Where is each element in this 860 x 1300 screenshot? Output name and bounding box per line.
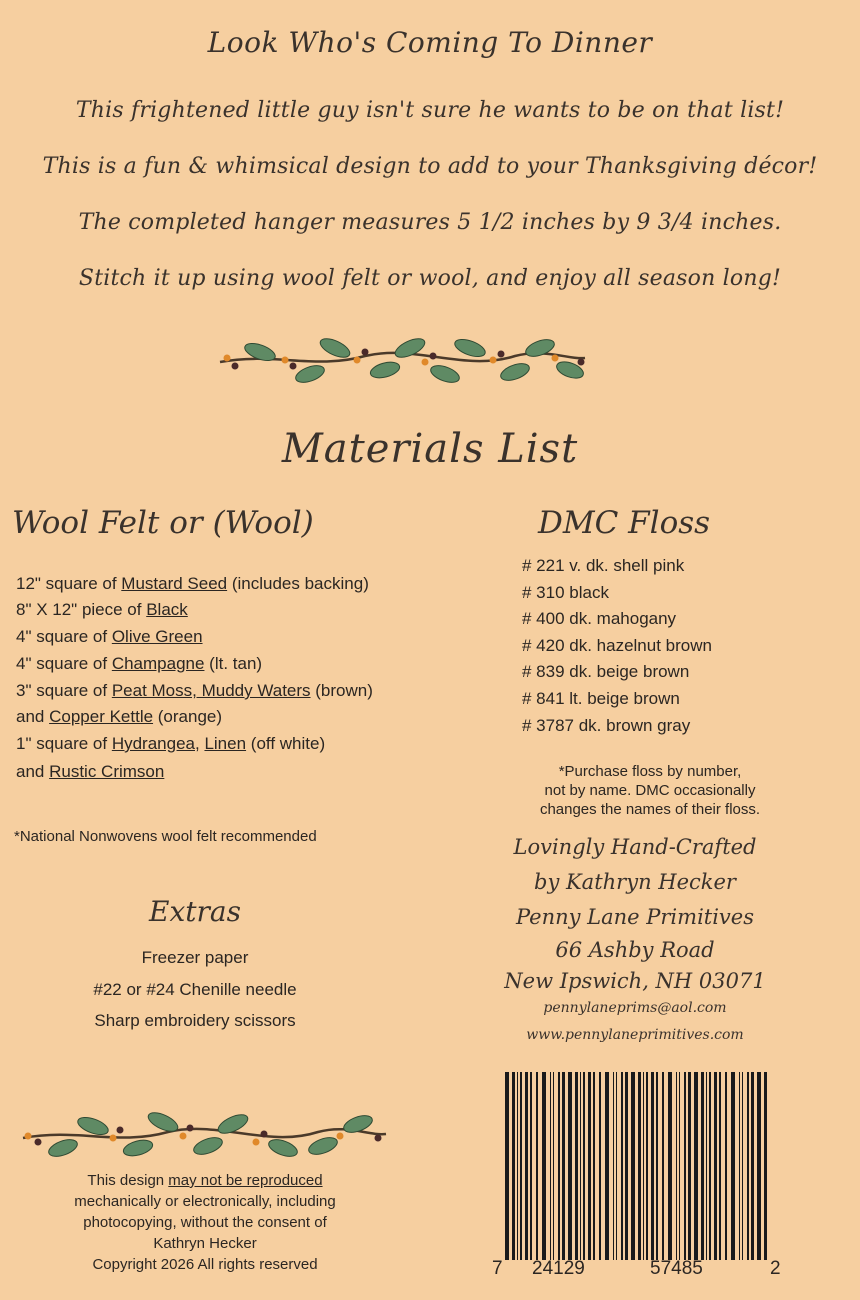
barcode-bar — [742, 1072, 743, 1260]
dmc-floss-heading: DMC Floss — [538, 505, 711, 541]
vine-garland-icon — [18, 1108, 390, 1164]
barcode-digit-first: 7 — [492, 1258, 503, 1279]
barcode-bar — [605, 1072, 609, 1260]
barcode-bar — [580, 1072, 581, 1260]
extras-item: Sharp embroidery scissors — [94, 1011, 296, 1030]
barcode-bar — [638, 1072, 641, 1260]
floss-item: # 3787 dk. brown gray — [522, 716, 691, 735]
wool-item: 4" square of Olive Green — [16, 627, 203, 646]
barcode-bar — [599, 1072, 601, 1260]
barcode-bar — [583, 1072, 585, 1260]
barcode-bar — [553, 1072, 554, 1260]
barcode-bar — [688, 1072, 691, 1260]
intro-line-1: This frightened little guy isn't sure he wants to be on that list! — [75, 98, 785, 123]
barcode — [505, 1072, 767, 1260]
vine-garland-icon — [215, 330, 590, 390]
page-title: Look Who's Coming To Dinner — [207, 26, 653, 59]
barcode-bar — [550, 1072, 551, 1260]
barcode-bar — [706, 1072, 707, 1260]
materials-list-heading: Materials List — [281, 426, 579, 472]
barcode-bar — [719, 1072, 721, 1260]
barcode-bar — [764, 1072, 767, 1260]
barcode-bar — [631, 1072, 635, 1260]
barcode-bar — [625, 1072, 628, 1260]
barcode-bar — [757, 1072, 761, 1260]
barcode-bar — [709, 1072, 711, 1260]
wool-item: 3" square of Peat Moss, Muddy Waters (brown) — [16, 681, 373, 700]
barcode-bar — [676, 1072, 677, 1260]
intro-line-2: This is a fun & whimsical design to add to your Thanksgiving décor! — [42, 154, 818, 179]
barcode-bar — [714, 1072, 717, 1260]
extras-item: Freezer paper — [141, 948, 249, 967]
barcode-bar — [662, 1072, 664, 1260]
barcode-bar — [751, 1072, 754, 1260]
floss-purchase-note: *Purchase floss by number, not by name. DMC occasionally changes the names of their floss. — [539, 763, 761, 818]
barcode-bar — [621, 1072, 623, 1260]
floss-item: # 420 dk. hazelnut brown — [522, 636, 712, 655]
email-address: pennylaneprims@aol.com — [543, 1000, 727, 1016]
wool-item: 12" square of Mustard Seed (includes backing) — [16, 574, 369, 593]
barcode-bar — [593, 1072, 595, 1260]
barcode-bar — [651, 1072, 654, 1260]
designer-name: by Kathryn Hecker — [534, 870, 736, 894]
wool-item: and Rustic Crimson — [16, 762, 165, 781]
street-address: 66 Ashby Road — [555, 938, 715, 962]
barcode-bar — [525, 1072, 528, 1260]
barcode-bar — [613, 1072, 614, 1260]
wool-item: 8" X 12" piece of Black — [16, 600, 188, 619]
city-address: New Ipswich, NH 03071 — [504, 969, 766, 993]
barcode-bar — [568, 1072, 572, 1260]
barcode-bar — [536, 1072, 538, 1260]
barcode-digit-last: 2 — [770, 1258, 781, 1279]
barcode-bar — [505, 1072, 509, 1260]
floss-item: # 839 dk. beige brown — [522, 662, 690, 681]
barcode-bar — [520, 1072, 522, 1260]
barcode-bar — [575, 1072, 578, 1260]
barcode-bar — [646, 1072, 648, 1260]
barcode-bar — [530, 1072, 532, 1260]
wool-item: 4" square of Champagne (lt. tan) — [16, 654, 263, 673]
barcode-bar — [656, 1072, 658, 1260]
barcode-bar — [668, 1072, 672, 1260]
credit-line: Lovingly Hand-Crafted — [513, 835, 757, 859]
floss-item: # 400 dk. mahogany — [522, 609, 677, 628]
barcode-bar — [701, 1072, 704, 1260]
barcode-bar — [616, 1072, 617, 1260]
barcode-bar — [512, 1072, 515, 1260]
wool-item: 1" square of Hydrangea, Linen (off white) — [16, 734, 326, 753]
barcode-bar — [562, 1072, 565, 1260]
intro-line-3: The completed hanger measures 5 1/2 inches by 9 3/4 inches. — [78, 210, 782, 235]
wool-item: and Copper Kettle (orange) — [16, 707, 223, 726]
barcode-bar — [517, 1072, 518, 1260]
barcode-bar — [694, 1072, 698, 1260]
barcode-digits-left: 24129 — [532, 1258, 585, 1279]
barcode-bar — [725, 1072, 727, 1260]
felt-recommendation-note: *National Nonwovens wool felt recommended — [14, 828, 317, 845]
floss-item: # 841 lt. beige brown — [522, 689, 680, 708]
floss-item: # 310 black — [522, 583, 609, 602]
barcode-bar — [558, 1072, 560, 1260]
extras-item: #22 or #24 Chenille needle — [93, 980, 297, 999]
barcode-bar — [588, 1072, 591, 1260]
copyright-notice: This design may not be reproduced mechanically or electronically, including photocopying, without the consent of Kathryn Hecker Copyright 2026 All rights reserved — [74, 1172, 336, 1273]
barcode-bar — [684, 1072, 686, 1260]
extras-heading: Extras — [149, 895, 241, 928]
website: www.pennylaneprimitives.com — [526, 1027, 744, 1043]
wool-felt-heading: Wool Felt or (Wool) — [12, 505, 314, 541]
barcode-bar — [542, 1072, 546, 1260]
barcode-bar — [643, 1072, 644, 1260]
barcode-digits-right: 57485 — [650, 1258, 703, 1279]
barcode-bar — [747, 1072, 749, 1260]
intro-line-4: Stitch it up using wool felt or wool, and enjoy all season long! — [78, 266, 782, 291]
company-name: Penny Lane Primitives — [515, 905, 755, 929]
barcode-bar — [731, 1072, 735, 1260]
barcode-bar — [739, 1072, 740, 1260]
floss-item: # 221 v. dk. shell pink — [522, 556, 685, 575]
barcode-bar — [679, 1072, 680, 1260]
